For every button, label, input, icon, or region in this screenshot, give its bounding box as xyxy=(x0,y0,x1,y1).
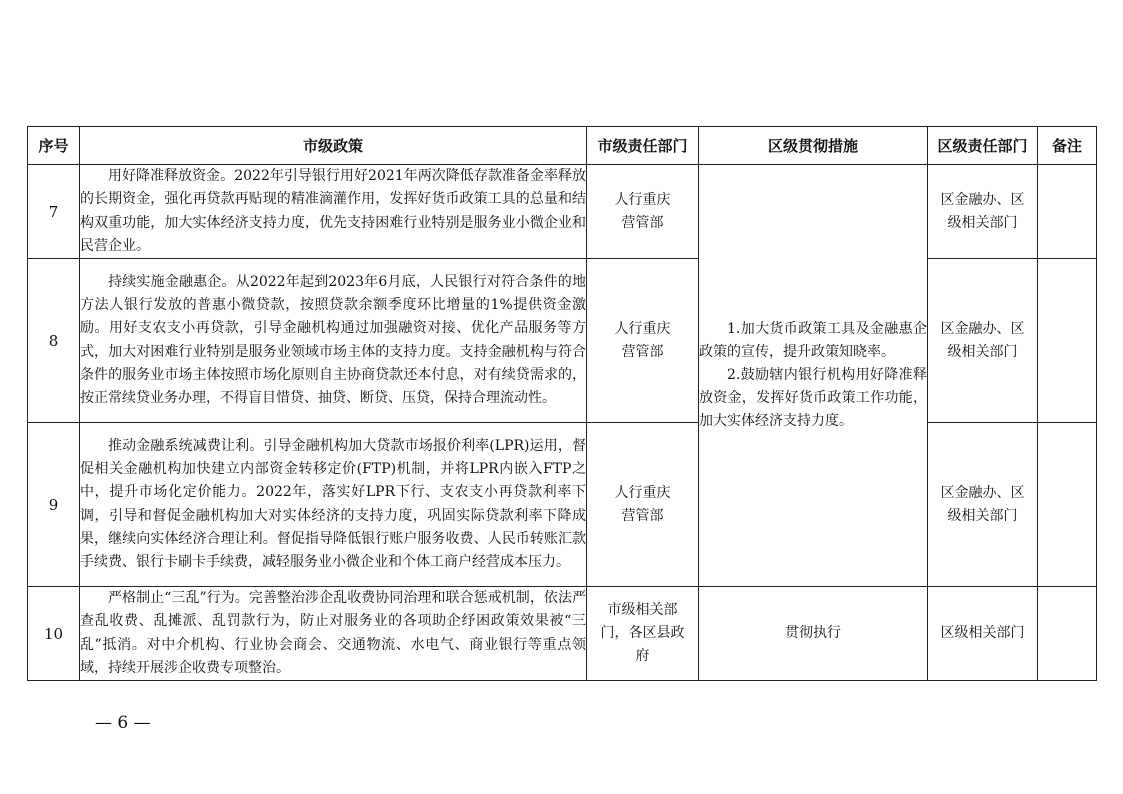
row-number: 7 xyxy=(28,165,80,259)
city-dept-text: 人行重庆营管部 xyxy=(614,320,671,360)
policy-cell xyxy=(80,587,587,681)
page-number: — 6 — xyxy=(95,713,151,733)
remark-cell xyxy=(1038,259,1097,423)
table-row xyxy=(28,587,1097,681)
policy-cell xyxy=(80,423,587,587)
policy-text: 持续实施金融惠企。从2022年起到2023年6月底，人民银行对符合条件的地方法人银行发放的普惠小微贷款，按照贷款余额季度环比增量的1%提供资金激励。用好支农支小再贷款，引导金融机构通过加强融资对接、优化产品服务等方式，加大对困难行业特别是服务业领域市场主体的支持力度。支持金融机构与符合条件的服务业市场主体按照市场化原则自主协商贷款还本付息，对有续贷需求的，按正常续贷业务办理，不得盲目惜贷、抽贷、断贷、压贷，保持合理流动性。 xyxy=(80,274,586,406)
header-district-measure: 区级贯彻措施 xyxy=(699,127,928,165)
remark-cell xyxy=(1038,587,1097,681)
city-dept-cell xyxy=(587,259,699,423)
measure-text: 贯彻执行 xyxy=(785,625,841,641)
city-dept-text: 人行重庆营管部 xyxy=(614,191,671,231)
city-dept-text: 市级相关部门，各区县政府 xyxy=(600,602,685,664)
table-header-row xyxy=(28,127,1097,165)
table-row xyxy=(28,423,1097,587)
header-number: 序号 xyxy=(28,127,80,165)
district-dept-text: 区级相关部门 xyxy=(940,625,1025,641)
district-dept-cell xyxy=(928,423,1038,587)
policy-cell xyxy=(80,259,587,423)
header-district-dept: 区级责任部门 xyxy=(928,127,1038,165)
district-dept-cell xyxy=(928,165,1038,259)
row-number: 10 xyxy=(28,587,80,681)
policy-table xyxy=(27,126,1097,681)
district-dept-text: 区金融办、区级相关部门 xyxy=(940,320,1025,360)
header-city-dept: 市级责任部门 xyxy=(587,127,699,165)
district-dept-text: 区金融办、区级相关部门 xyxy=(940,484,1025,524)
city-dept-cell xyxy=(587,165,699,259)
remark-cell xyxy=(1038,165,1097,259)
row-number: 9 xyxy=(28,423,80,587)
measure-item-1: 1.加大货币政策工具及金融惠企政策的宣传，提升政策知晓率。 xyxy=(699,321,927,360)
city-dept-cell xyxy=(587,587,699,681)
table-row xyxy=(28,259,1097,423)
city-dept-cell xyxy=(587,423,699,587)
remark-cell xyxy=(1038,423,1097,587)
row-number: 8 xyxy=(28,259,80,423)
district-dept-cell xyxy=(928,587,1038,681)
measure-cell xyxy=(699,587,928,681)
policy-cell xyxy=(80,165,587,259)
policy-text: 推动金融系统减费让利。引导金融机构加大贷款市场报价利率(LPR)运用，督促相关金融机构加快建立内部资金转移定价(FTP)机制，并将LPR内嵌入FTP之中，提升市场化定价能力。2022年，落实好LPR下行、支农支小再贷款利率下调，引导和督促金融机构加大对实体经济的支持力度，巩固实际贷款利率下降成果，继续向实体经济合理让利。督促指导降低银行账户服务收费、人民币转账汇款手续费、银行卡刷卡手续费，减轻服务业小微企业和个体工商户经营成本压力。 xyxy=(80,438,586,570)
district-dept-text: 区金融办、区级相关部门 xyxy=(940,191,1025,231)
measure-item-2: 2.鼓励辖内银行机构用好降准释放资金，发挥好货币政策工作功能，加大实体经济支持力度。 xyxy=(699,367,927,429)
table-row xyxy=(28,165,1097,259)
policy-text: 严格制止“三乱”行为。完善整治涉企乱收费协同治理和联合惩戒机制，依法严查乱收费、乱摊派、乱罚款行为，防止对服务业的各项助企纾困政策效果被“三乱”抵消。对中介机构、行业协会商会、交通物流、水电气、商业银行等重点领域，持续开展涉企收费专项整治。 xyxy=(80,590,586,676)
merged-measure-cell xyxy=(699,165,928,587)
header-city-policy: 市级政策 xyxy=(80,127,587,165)
header-remark: 备注 xyxy=(1038,127,1097,165)
policy-text: 用好降准释放资金。2022年引导银行用好2021年两次降低存款准备金率释放的长期资金，强化再贷款再贴现的精准滴灌作用，发挥好货币政策工具的总量和结构双重功能，加大实体经济支持力度，优先支持困难行业特别是服务业小微企业和民营企业。 xyxy=(80,168,586,254)
district-dept-cell xyxy=(928,259,1038,423)
city-dept-text: 人行重庆营管部 xyxy=(614,484,671,524)
